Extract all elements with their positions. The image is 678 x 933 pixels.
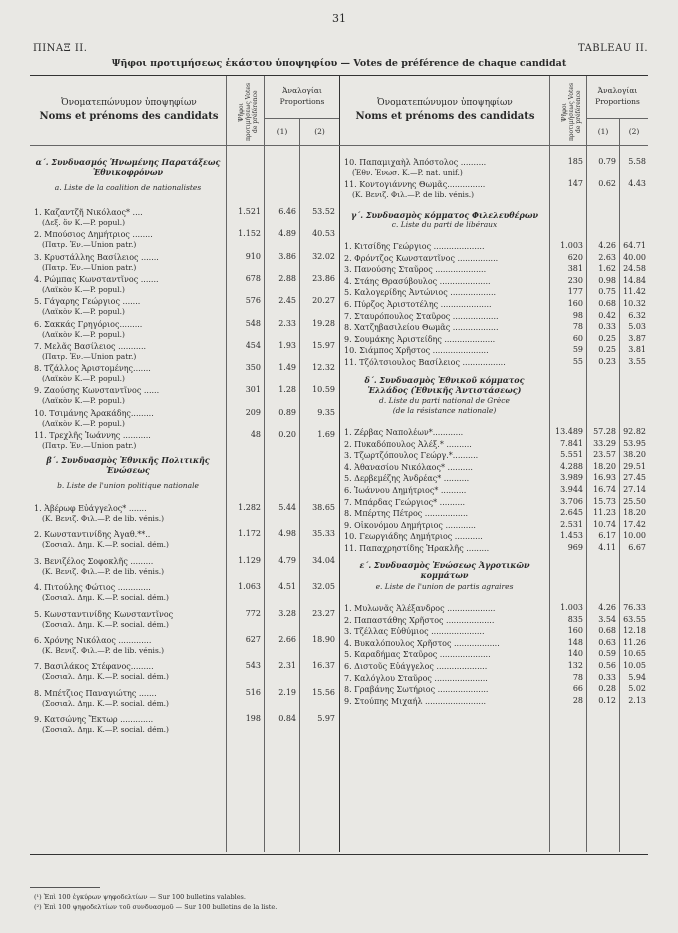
proportion-1: 0.68 bbox=[598, 626, 616, 636]
section-e-subtitle: e. Liste de l'union de partis agraires bbox=[375, 582, 514, 591]
candidate-name: 9. Κατσώνης Ἕκτωρ ............. bbox=[34, 715, 154, 725]
proportion-2: 1.69 bbox=[317, 430, 335, 439]
candidate-name: 1. Ζέρβας Ναπολέων*............ bbox=[344, 428, 464, 437]
proportion-2: 3.87 bbox=[628, 333, 646, 343]
proportion-2: 15.97 bbox=[312, 340, 335, 350]
preference-votes: 516 bbox=[245, 687, 261, 697]
candidate-party: (Ἐθν. Ἑνωσ. Κ.—P. nat. unif.) bbox=[352, 168, 463, 177]
proportion-1: 23.57 bbox=[593, 450, 616, 460]
proportion-1: 4.98 bbox=[278, 529, 296, 539]
preference-votes: 3.706 bbox=[560, 496, 583, 506]
header-bottom-rule bbox=[30, 145, 648, 146]
proportion-1: 16.74 bbox=[593, 485, 616, 494]
preference-votes: 55 bbox=[572, 357, 583, 366]
preference-votes: 969 bbox=[567, 543, 583, 552]
column-header-name-greek: Ὀνοματεπώνυμον ὑποψηφίων bbox=[61, 98, 197, 108]
proportion-2: 6.67 bbox=[628, 543, 646, 552]
proportion-2: 6.32 bbox=[628, 310, 646, 320]
preference-votes: 147 bbox=[567, 179, 583, 188]
proportion-2: 2.13 bbox=[628, 695, 646, 705]
column-header-proportions-greek: Ἀναλογίαι bbox=[282, 86, 322, 95]
candidate-name: 6. Διστοῦς Εὐάγγελος .................... bbox=[344, 662, 488, 671]
candidate-name: 7. Μελᾶς Βασίλειος ........... bbox=[34, 341, 147, 351]
proportion-2: 11.26 bbox=[623, 637, 646, 647]
section-d-subtitle-line2: (de la résistance nationale) bbox=[392, 406, 497, 415]
candidate-name: 1. Ἀβέρωφ Εὐάγγελος* ....... bbox=[34, 504, 147, 513]
preference-votes: 627 bbox=[245, 635, 261, 644]
candidate-party: (Σοσιαλ. Δημ. Κ.—P. social. dém.) bbox=[42, 540, 169, 550]
preference-votes: 2.531 bbox=[560, 519, 583, 529]
candidate-party: (Λαϊκὸν Κ.—P. popul.) bbox=[42, 396, 125, 406]
section-e-title-line2: κομμάτων bbox=[420, 570, 469, 580]
preference-votes: 1.003 bbox=[560, 603, 583, 612]
proportion-1: 15.73 bbox=[593, 496, 616, 506]
proportion-2: 10.05 bbox=[623, 661, 646, 670]
candidate-name: 9. Οἰκονόμου Δημήτριος ............ bbox=[344, 520, 476, 530]
candidate-name: 11. Τρεχλῆς Ἰωάννης ........... bbox=[34, 431, 151, 440]
proportion-1: 0.33 bbox=[598, 672, 616, 682]
candidate-name: 8. Γραβάνης Σωτήριος .................... bbox=[344, 685, 489, 695]
proportion-2: 12.32 bbox=[312, 363, 335, 373]
proportion-1: 0.98 bbox=[598, 275, 616, 285]
preference-votes: 132 bbox=[567, 661, 583, 670]
proportion-2: 20.27 bbox=[312, 296, 335, 306]
proportion-1: 4.79 bbox=[278, 555, 296, 565]
preference-votes: 381 bbox=[567, 264, 583, 274]
candidate-name: 10. Παπαμιχαὴλ Ἀπόστολος .......... bbox=[344, 158, 487, 167]
candidate-name: 8. Τζάλλος Ἀριστομένης....... bbox=[34, 364, 151, 374]
preference-votes: 98 bbox=[572, 310, 583, 320]
candidate-name: 4. Ἀθανασίου Νικόλαος* .......... bbox=[344, 462, 473, 472]
preference-votes: 678 bbox=[245, 273, 261, 283]
candidate-name: 2. Κωνσταντινίδης Ἀγαθ.**.. bbox=[34, 530, 151, 540]
proportion-1: 0.28 bbox=[598, 684, 616, 694]
candidate-party: (Πατρ. Ἐν.—Union patr.) bbox=[42, 240, 137, 250]
preference-votes: 13.489 bbox=[555, 427, 583, 436]
proportion-2: 34.04 bbox=[312, 555, 335, 565]
proportion-1: 10.74 bbox=[593, 519, 616, 529]
proportion-1: 0.20 bbox=[278, 430, 296, 439]
column-rule bbox=[264, 76, 265, 852]
preference-votes: 350 bbox=[245, 363, 261, 373]
proportion-2: 53.52 bbox=[312, 207, 335, 216]
preference-votes: 78 bbox=[572, 672, 583, 682]
proportion-2: 27.45 bbox=[623, 473, 646, 483]
proportion-2: 53.95 bbox=[623, 438, 646, 448]
proportion-1: 16.93 bbox=[593, 473, 616, 483]
proportion-1: 4.89 bbox=[278, 229, 296, 239]
proportion-2: 17.42 bbox=[623, 519, 646, 529]
proportion-2: 29.51 bbox=[623, 461, 646, 471]
proportion-1: 33.29 bbox=[593, 438, 616, 448]
column-header-proportions-greek: Ἀναλογίαι bbox=[597, 86, 638, 95]
proportion-1: 2.33 bbox=[278, 318, 296, 328]
preference-votes: 59 bbox=[572, 345, 583, 355]
section-a-title-line2: Ἐθνικοφρόνων bbox=[92, 167, 164, 177]
candidate-party: (Πατρ. Ἐν.—Union patr.) bbox=[42, 262, 137, 272]
column-header-name-french: Noms et prénoms des candidats bbox=[39, 111, 219, 122]
section-a-title: α΄. Συνδυασμός Ἡνωμένης Παρατάξεως bbox=[35, 157, 221, 167]
preference-votes: 2.645 bbox=[560, 508, 583, 518]
section-c-title: γ΄. Συνδυασμὸς κόμματος Φιλελευθέρων bbox=[351, 210, 538, 220]
candidate-party: (Κ. Βενιζ. Φιλ.—P. de lib. vénis.) bbox=[352, 190, 475, 199]
candidate-name: 10. Σιάμπος Χρῆστος ...................... bbox=[344, 346, 489, 356]
proportion-2: 11.42 bbox=[623, 287, 646, 297]
preference-votes: 576 bbox=[245, 296, 261, 306]
proportion-2: 5.97 bbox=[317, 714, 335, 724]
candidate-name: 9. Σουμάκης Ἀριστείδης .................... bbox=[344, 334, 496, 344]
section-d-title-line2: Ἑλλάδος (Ἐθνικῆς Ἀντιστάσεως) bbox=[367, 385, 522, 395]
candidate-name: 7. Καλόγλου Σταῦρος ..................... bbox=[344, 673, 488, 683]
proportion-2: 3.55 bbox=[628, 357, 646, 366]
candidate-name: 7. Σταυρόπουλος Σταῦρος .................. bbox=[344, 311, 499, 321]
column-header-p1: (1) bbox=[597, 127, 609, 136]
proportion-2: 5.58 bbox=[628, 157, 646, 166]
candidate-party: (Σοσιαλ. Δημ. Κ.—P. social. dém.) bbox=[42, 672, 169, 682]
proportion-2: 38.65 bbox=[312, 503, 335, 512]
candidate-name: 4. Πιτούλης Φώτιος ............. bbox=[34, 583, 151, 593]
preference-votes: 177 bbox=[567, 287, 583, 297]
candidate-name: 5. Καραδήμας Σταῦρος .................... bbox=[344, 650, 491, 660]
candidate-name: 6. Χρόνης Νικόλαος ............. bbox=[34, 636, 152, 645]
preference-votes: 910 bbox=[245, 251, 261, 261]
preference-votes: 48 bbox=[250, 430, 261, 439]
proportion-2: 14.84 bbox=[623, 275, 646, 285]
candidate-party: (Λαϊκὸν Κ.—P. popul.) bbox=[42, 418, 125, 428]
proportion-1: 2.63 bbox=[598, 252, 616, 262]
candidate-party: (Σοσιαλ. Δημ. Κ.—P. social. dém.) bbox=[42, 725, 169, 735]
candidate-name: 3. Τζωρτζόπουλος Γεώργ.*.......... bbox=[344, 451, 479, 461]
column-header-p1: (1) bbox=[276, 127, 288, 136]
preference-votes: 198 bbox=[245, 714, 261, 724]
proportion-1: 0.68 bbox=[598, 299, 616, 308]
proportion-2: 10.59 bbox=[312, 385, 335, 395]
proportion-2: 23.86 bbox=[312, 273, 335, 283]
candidate-party: (Λαϊκὸν Κ.—P. popul.) bbox=[42, 307, 125, 317]
proportion-2: 64.71 bbox=[623, 241, 646, 250]
preference-votes: 3.989 bbox=[560, 473, 583, 483]
candidate-name: 5. Γάγαρης Γεώργιος ....... bbox=[34, 297, 141, 307]
candidate-name: 9. Στούπης Μιχαήλ ........................ bbox=[344, 696, 487, 706]
proportion-2: 4.43 bbox=[628, 179, 646, 188]
proportion-2: 76.33 bbox=[623, 603, 646, 612]
column-header-proportions-french: Proportions bbox=[595, 97, 640, 106]
column-header-name-french: Noms et prénoms des candidats bbox=[355, 111, 535, 122]
proportion-1: 0.33 bbox=[598, 322, 616, 332]
proportion-2: 5.02 bbox=[628, 684, 646, 694]
preference-votes: 1.003 bbox=[560, 241, 583, 250]
preference-votes: 1.453 bbox=[560, 531, 583, 541]
candidate-party: (Σοσιαλ. Δημ. Κ.—P. social. dém.) bbox=[42, 698, 169, 708]
column-header-p2: (2) bbox=[314, 127, 325, 136]
candidate-name: 1. Μυλωνᾶς Ἀλέξανδρος ................... bbox=[344, 604, 496, 613]
proportion-1: 3.54 bbox=[598, 614, 616, 624]
candidate-party: (Σοσιαλ. Δημ. Κ.—P. social. dém.) bbox=[42, 593, 169, 603]
candidate-name: 3. Πανούσης Σταῦρος .................... bbox=[344, 265, 487, 275]
preference-votes: 1.129 bbox=[238, 555, 261, 565]
preference-votes: 1.172 bbox=[238, 529, 261, 539]
proportion-2: 3.81 bbox=[628, 345, 646, 355]
preference-votes: 160 bbox=[567, 626, 583, 636]
proportion-1: 6.46 bbox=[278, 207, 296, 216]
section-d-subtitle: d. Liste du parti national de Grèce bbox=[379, 396, 510, 405]
subheader-rule bbox=[586, 118, 648, 119]
candidate-party: (Δεξ. ὅν Κ.—P. popul.) bbox=[42, 218, 126, 227]
candidate-name: 6. Ἰωάννου Δημήτριος* .......... bbox=[344, 486, 467, 495]
section-e-title: ε΄. Συνδυασμὸς Ἑνώσεως Ἀγροτικῶν bbox=[359, 560, 530, 570]
proportion-2: 18.90 bbox=[312, 635, 335, 644]
proportion-2: 9.35 bbox=[317, 407, 335, 417]
proportion-1: 5.44 bbox=[278, 503, 296, 512]
candidate-party: (Πατρ. Ἐν.—Union patr.) bbox=[42, 351, 137, 361]
proportion-1: 3.28 bbox=[278, 608, 296, 618]
proportion-1: 0.12 bbox=[598, 695, 616, 705]
preference-votes: 548 bbox=[245, 318, 261, 328]
candidate-party: (Πατρ. Ἐν.—Union patr.) bbox=[42, 441, 137, 450]
preference-votes: 454 bbox=[245, 340, 261, 350]
preference-votes: 60 bbox=[572, 333, 583, 343]
candidate-name: 8. Μπέτζιος Παναγιώτης ....... bbox=[34, 688, 157, 698]
proportion-1: 0.89 bbox=[278, 407, 296, 417]
proportion-2: 5.94 bbox=[628, 672, 646, 682]
proportion-2: 10.32 bbox=[623, 299, 646, 308]
candidate-party: (Κ. Βενιζ. Φιλ.—P. de lib. vénis.) bbox=[42, 514, 165, 523]
proportion-2: 27.14 bbox=[623, 485, 646, 494]
proportion-1: 3.86 bbox=[278, 251, 296, 261]
preference-votes: 28 bbox=[572, 695, 583, 705]
preference-votes: 543 bbox=[245, 661, 261, 671]
proportion-2: 24.58 bbox=[623, 264, 646, 274]
column-header-votes: Ψῆφοι προτιμήσεως Votes de préférence bbox=[561, 82, 582, 142]
candidate-name: 3. Βενιζέλος Σοφοκλῆς ......... bbox=[34, 556, 154, 566]
table-title: Ψῆφοι προτιμήσεως ἑκάστου ὑποψηφίου — Votes de préférence de chaque candidat bbox=[111, 58, 567, 69]
candidate-name: 2. Πυκαδόπουλος Ἀλέξ.* .......... bbox=[344, 439, 472, 449]
preference-votes: 148 bbox=[567, 637, 583, 647]
proportion-1: 1.93 bbox=[278, 340, 296, 350]
preference-votes: 1.063 bbox=[238, 582, 261, 592]
preference-votes: 160 bbox=[567, 299, 583, 308]
candidate-name: 4. Ρώμπας Κωνσταντῖνος ....... bbox=[34, 274, 159, 284]
section-a-subtitle: a. Liste de la coalition de nationalistes bbox=[54, 183, 202, 192]
candidate-name: 9. Ζαούσης Κωνσταντῖνος ...... bbox=[34, 386, 160, 396]
section-b-title-line2: Ἑνώσεως bbox=[106, 465, 150, 475]
preference-votes: 209 bbox=[245, 407, 261, 417]
candidate-name: 8. Μπέρτης Πέτρος ................. bbox=[344, 509, 469, 519]
candidate-party: (Σοσιαλ. Δημ. Κ.—P. social. dém.) bbox=[42, 619, 169, 629]
proportion-2: 38.20 bbox=[623, 450, 646, 460]
page-number: 31 bbox=[332, 12, 346, 25]
candidate-name: 1. Κιτσίδης Γεώργιος .................... bbox=[344, 242, 485, 251]
proportion-1: 2.31 bbox=[278, 661, 296, 671]
proportion-2: 10.00 bbox=[623, 531, 646, 541]
preference-votes: 185 bbox=[567, 157, 583, 166]
column-rule bbox=[299, 118, 300, 852]
proportion-1: 1.28 bbox=[278, 385, 296, 395]
footnote-rule bbox=[30, 887, 100, 888]
proportion-1: 1.49 bbox=[278, 363, 296, 373]
preference-votes: 835 bbox=[567, 614, 583, 624]
candidate-party: (Κ. Βενιζ. Φιλ.—P. de lib. vénis.) bbox=[42, 566, 165, 576]
proportion-2: 18.20 bbox=[623, 508, 646, 518]
column-rule bbox=[226, 76, 227, 852]
candidate-name: 5. Δερβεμέζης Ἀνδρέας* .......... bbox=[344, 474, 470, 484]
candidate-name: 7. Βασιλάκος Στέφανος......... bbox=[34, 662, 154, 672]
preference-votes: 3.944 bbox=[560, 485, 583, 494]
proportion-1: 0.79 bbox=[598, 157, 616, 166]
preference-votes: 78 bbox=[572, 322, 583, 332]
proportion-2: 16.37 bbox=[312, 661, 335, 671]
preference-votes: 1.152 bbox=[238, 229, 261, 239]
proportion-1: 2.66 bbox=[278, 635, 296, 644]
preference-votes: 140 bbox=[567, 649, 583, 659]
preference-votes: 620 bbox=[567, 252, 583, 262]
section-c-subtitle: c. Liste du parti de libéraux bbox=[391, 220, 498, 229]
proportion-1: 0.25 bbox=[598, 345, 616, 355]
proportion-1: 1.62 bbox=[598, 264, 616, 274]
preference-votes: 4.288 bbox=[560, 461, 583, 471]
proportion-2: 32.02 bbox=[312, 251, 335, 261]
preference-votes: 772 bbox=[245, 608, 261, 618]
preference-votes: 66 bbox=[572, 684, 583, 694]
proportion-1: 4.26 bbox=[598, 241, 616, 250]
candidate-party: (Λαϊκὸν Κ.—P. popul.) bbox=[42, 329, 125, 339]
candidate-name: 6. Σακκάς Γρηγόριος......... bbox=[34, 319, 143, 329]
preference-votes: 1.521 bbox=[238, 207, 261, 216]
candidate-name: 3. Κρυστάλλης Βασίλειος ....... bbox=[34, 252, 159, 262]
proportion-2: 40.53 bbox=[312, 229, 335, 239]
candidate-name: 3. Τζέλλας Εὐθύμιος ..................... bbox=[344, 627, 485, 637]
proportion-1: 0.63 bbox=[598, 637, 616, 647]
candidate-party: (Λαϊκὸν Κ.—P. popul.) bbox=[42, 284, 125, 294]
proportion-2: 32.05 bbox=[312, 582, 335, 592]
candidate-name: 5. Καλογερίδης Ἀντώνιος .................. bbox=[344, 288, 497, 298]
proportion-2: 12.18 bbox=[623, 626, 646, 636]
proportion-2: 5.03 bbox=[628, 322, 646, 332]
proportion-2: 15.56 bbox=[312, 687, 335, 697]
preference-votes: 1.282 bbox=[238, 503, 261, 512]
candidate-name: 2. Παπαστάθης Χρῆστος ................... bbox=[344, 615, 495, 625]
proportion-1: 4.26 bbox=[598, 603, 616, 612]
proportion-1: 18.20 bbox=[593, 461, 616, 471]
proportion-2: 19.28 bbox=[312, 318, 335, 328]
proportion-2: 25.50 bbox=[623, 496, 646, 506]
subheader-rule bbox=[264, 118, 339, 119]
column-header-votes: Ψῆφοι προτιμήσεως Votes de préférence bbox=[238, 82, 259, 142]
section-b-subtitle: b. Liste de l'union politique nationale bbox=[57, 481, 199, 490]
proportion-1: 2.88 bbox=[278, 273, 296, 283]
candidate-name: 4. Βυκαλόπουλος Χρῆστος .................. bbox=[344, 638, 500, 648]
candidate-party: (Λαϊκὸν Κ.—P. popul.) bbox=[42, 374, 125, 384]
proportion-1: 11.23 bbox=[593, 508, 616, 518]
proportion-1: 6.17 bbox=[598, 531, 616, 541]
candidate-name: 6. Πύρζος Ἀριστοτέλης .................... bbox=[344, 300, 492, 309]
table-label-french: TABLEAU II. bbox=[577, 43, 648, 54]
candidate-name: 5. Κωνσταντινίδης Κωνσταντῖνος bbox=[34, 609, 174, 619]
column-header-name-greek: Ὀνοματεπώνυμον ὑποψηφίων bbox=[377, 98, 513, 108]
preference-votes: 5.551 bbox=[560, 450, 583, 460]
candidate-name: 11. Τζόλτσιουλος Βασίλειος ................. bbox=[344, 358, 506, 367]
proportion-1: 2.19 bbox=[278, 687, 296, 697]
proportion-1: 0.25 bbox=[598, 333, 616, 343]
candidate-name: 10. Γεωργιάδης Δημήτριος ........... bbox=[344, 532, 483, 542]
proportion-1: 2.45 bbox=[278, 296, 296, 306]
candidate-name: 7. Μπάρδας Γεώργιος* .......... bbox=[344, 497, 466, 507]
proportion-1: 0.56 bbox=[598, 661, 616, 670]
proportion-1: 0.62 bbox=[598, 179, 616, 188]
preference-votes: 7.841 bbox=[560, 438, 583, 448]
candidate-name: 4. Στάης Θρασύβουλος .................... bbox=[344, 276, 491, 286]
proportion-2: 23.27 bbox=[312, 608, 335, 618]
proportion-2: 92.82 bbox=[623, 427, 646, 436]
proportion-1: 4.11 bbox=[598, 543, 616, 552]
proportion-1: 4.51 bbox=[278, 582, 296, 592]
section-b-title: β΄. Συνδυασμὸς Ἐθνικῆς Πολιτικῆς bbox=[46, 455, 210, 465]
proportion-2: 35.33 bbox=[312, 529, 335, 539]
candidate-name: 11. Κοντογιάννης Θωμᾶς............... bbox=[344, 180, 486, 189]
column-header-proportions-french: Proportions bbox=[279, 97, 325, 106]
proportion-2: 63.55 bbox=[623, 614, 646, 624]
proportion-1: 0.59 bbox=[598, 649, 616, 659]
candidate-name: 2. Μπούσιος Δημήτριος ........ bbox=[34, 230, 153, 240]
candidate-name: 1. Καζαντζῆ Νικόλαος* .... bbox=[34, 208, 143, 217]
proportion-2: 40.00 bbox=[623, 252, 646, 262]
section-d-title: δ΄. Συνδυασμὸς Ἐθνικοῦ κόμματος bbox=[364, 375, 525, 385]
preference-votes: 230 bbox=[567, 275, 583, 285]
candidate-name: 11. Παπαχρηστίδης Ἡρακλῆς ......... bbox=[344, 544, 490, 553]
preference-votes: 301 bbox=[245, 385, 261, 395]
candidate-name: 10. Τσιμάνης Ἀρακάδης......... bbox=[34, 408, 154, 418]
proportion-2: 10.65 bbox=[623, 649, 646, 659]
candidate-name: 2. Φρόντζος Κωνσταντῖνος ................ bbox=[344, 253, 499, 263]
center-rule bbox=[339, 76, 340, 852]
column-header-p2: (2) bbox=[628, 127, 640, 136]
footnote-2: (²) Ἐπὶ 100 ψηφοδελτίων τοῦ συνδυασμοῦ — Sur 100 bulletins de la liste. bbox=[34, 903, 278, 911]
proportion-1: 0.84 bbox=[278, 714, 296, 724]
table-label-greek: ΠΙΝΑΞ ΙΙ. bbox=[33, 43, 88, 54]
candidate-party: (Κ. Βενιζ. Φιλ.—P. de lib. vénis.) bbox=[42, 646, 165, 655]
proportion-1: 0.42 bbox=[598, 310, 616, 320]
proportion-1: 0.23 bbox=[598, 357, 616, 366]
proportion-1: 57.28 bbox=[593, 427, 616, 436]
footnote-1: (¹) Ἐπὶ 100 ἐγκύρων ψηφοδελτίων — Sur 100 bulletins valables. bbox=[34, 893, 246, 901]
proportion-1: 0.75 bbox=[598, 287, 616, 297]
candidate-name: 8. Χατζηβασιλείου Θωμᾶς .................. bbox=[344, 323, 499, 333]
